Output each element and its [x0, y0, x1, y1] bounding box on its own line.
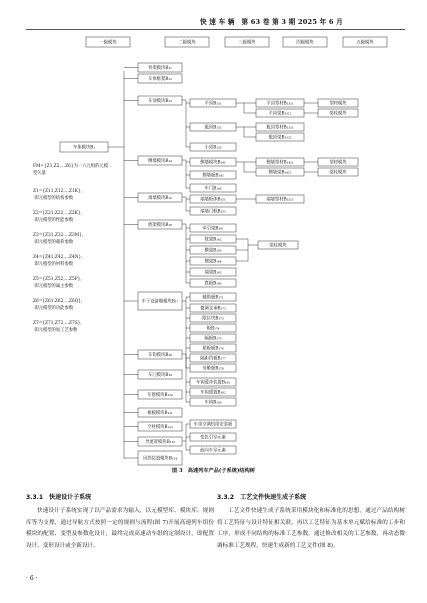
- module-l2-11-label: 裙板模块B₁₁₁: [147, 411, 173, 416]
- level-header-2-label: 二级模块: [178, 40, 196, 46]
- module-l4-6: [256, 168, 304, 176]
- level-header-3-label: 三级模块: [238, 40, 256, 46]
- level-header-2: [165, 37, 209, 47]
- module-l5-3-label: 型材模块: [329, 160, 347, 166]
- module-l4-7-label: 端墙型材B₁₅₁₁: [266, 197, 294, 203]
- module-l4-3-label: 瓶顶型材B₁₃₂₁: [266, 125, 294, 131]
- root-module-box: [60, 142, 108, 152]
- page-number: · 6 ·: [26, 575, 38, 582]
- module-l5-2: [318, 109, 358, 117]
- module-l4-5-label: 侧墙型材B₁₄₁₁: [266, 160, 294, 166]
- module-l2-2-label: 车体框架B₁₂: [148, 77, 172, 82]
- module-l5-3: [318, 158, 358, 166]
- module-l3-9: [190, 224, 236, 232]
- module-l3-2-label: 瓶顶B₁₃₂: [204, 125, 222, 131]
- module-l3-21: [190, 354, 236, 362]
- level-header-5-label: 五级模块: [356, 40, 374, 46]
- section-body-3-3-2: 工艺文件快速生成子系统采用模块化和标准化的思想，通过产品结构树将工艺特征与设计特征相关联，再以工艺特征为基本单元赋给标准的工步和工序，形成不同结构的标准工艺参数。通过修改相关的工艺参数，再动态微调标准工艺规程，快速生成新的工艺文件(图 8)。: [217, 508, 405, 549]
- module-l3-17-label: 限位块B₁₇₃: [202, 316, 224, 322]
- module-l2-5: [138, 193, 182, 202]
- module-l5-1-label: 型材模块: [329, 101, 347, 107]
- module-l4-2-label: 平顶梁B₁₃₁₂: [268, 111, 292, 117]
- figure-caption: 图 3 高速列车产品(子系统)结构树: [172, 468, 255, 474]
- module-l3-3-label: 小顶B₁₃₃: [204, 145, 222, 151]
- section-heading-3-3-1: 3.3.1 快速设计子系统: [26, 494, 92, 501]
- module-l3-20: [190, 344, 236, 352]
- module-l3-7: [190, 195, 236, 203]
- tree-connector: [236, 162, 256, 172]
- module-l3-23-label: 车钩缓冲装置B₁₈₁: [195, 380, 231, 386]
- module-l3-11: [190, 246, 236, 254]
- module-l3-5: [190, 171, 236, 179]
- metamodel-param-3: Z3={Z31,Z32,…Z3M}, 即元模型的载荷参数: [33, 233, 84, 245]
- module-l3-26: [190, 420, 236, 428]
- running-header: 快 速 车 辆 第 63 卷 第 3 期 2025 年 6 月: [200, 18, 343, 26]
- module-l5-4-label: 梁柱模块: [329, 170, 347, 176]
- module-l2-9: [138, 370, 182, 379]
- module-l2-4: [138, 156, 182, 165]
- module-l3-18-label: 板B₁₇₄: [206, 326, 220, 332]
- module-l5-2-label: 梁柱模块: [329, 111, 347, 117]
- module-l3-10: [190, 235, 236, 243]
- tree-connector: [236, 127, 256, 137]
- module-l3-23: [190, 378, 236, 386]
- metamodel-param-6: Z6={Z61,Z62,…Z6Q}, 即元模型的功能参数: [33, 299, 83, 311]
- module-l3-28-label: 前向车导元素: [200, 448, 226, 454]
- module-l3-18: [190, 324, 236, 332]
- section-heading-3-3-2: 3.3.2 工艺文件快速生成子系统: [217, 494, 307, 501]
- module-l3-3: [190, 143, 236, 151]
- module-l4-1-label: 平顶型材B₁₃₁₁: [266, 101, 294, 107]
- tree-connector: [236, 103, 256, 113]
- metamodel-param-1: Z1={Z11,Z12,…Z1K}, 即元模型的结构参数: [33, 189, 83, 201]
- module-l3-16-label: 微调支承B₁₇₂: [200, 306, 226, 312]
- module-l3-7-label: 端墙板体B₁₅₁: [200, 197, 226, 203]
- module-l3-25-label: 车钩B₁₈₃: [204, 400, 222, 406]
- module-l2-8-label: 车钩模块B₁₈: [148, 353, 172, 358]
- module-l2-10: [138, 390, 182, 399]
- module-l2-1: [138, 63, 182, 72]
- module-l3-8: [190, 207, 236, 215]
- module-l3-25: [190, 398, 236, 406]
- module-l3-4: [190, 158, 236, 166]
- module-l2-7: [138, 292, 182, 310]
- module-l4-2: [256, 109, 304, 117]
- module-l3-12: [190, 257, 236, 265]
- module-l3-20-label: 裙板板B₁₇₆: [202, 346, 224, 352]
- module-l3-16: [190, 304, 236, 312]
- module-l3-22: [190, 364, 236, 372]
- module-l3-21-label: 隔距挡板B₁₇₇: [200, 356, 226, 362]
- module-l2-13-label: 导流罩模块B₁₁₃: [145, 440, 175, 445]
- module-l3-22-label: 母舱板B₁₇₈: [202, 366, 224, 372]
- module-l3-15: [190, 293, 236, 301]
- module-l4-5: [256, 158, 304, 166]
- module-l3-17: [190, 314, 236, 322]
- module-l3-6: [190, 184, 236, 192]
- level-header-5: [343, 37, 387, 47]
- module-l5-5-label: 梁柱模块: [269, 243, 287, 249]
- module-l2-6-label: 底架模块B₁₆: [148, 223, 172, 228]
- module-l3-11-label: 横梁B₁₆₃: [204, 248, 222, 254]
- module-l3-10-label: 枕梁B₁₆₂: [204, 237, 222, 243]
- metamodel-param-2: Z2={Z21,Z22,…Z2K}, 即元模型的性能参数: [33, 211, 83, 223]
- metamodel-param-7: Z7={Z71,Z72,…Z7S}, 即元模型的加工艺参数: [33, 321, 82, 333]
- module-l3-13: [190, 268, 236, 276]
- level-header-1-label: 一级模块: [99, 40, 117, 46]
- module-l2-8: [138, 350, 182, 359]
- metamodel-param-5: Z5={Z51,Z52,…Z5P}, 即元模型的属主参数: [33, 277, 82, 289]
- module-l2-6: [138, 220, 182, 229]
- module-l3-8-label: 端墙门框B₁₅₂: [200, 209, 226, 215]
- module-l4-3: [256, 123, 304, 131]
- module-l5-5: [258, 241, 298, 249]
- module-l2-11: [138, 408, 182, 417]
- module-l3-1: [190, 99, 236, 107]
- module-l2-7-label: 车下设备舱模块B₁₇: [141, 299, 179, 305]
- module-l4-6-label: 侧墙梁B₁₄₁₂: [268, 170, 292, 176]
- module-l2-1-label: 骨架模块B₁₁: [148, 66, 172, 71]
- module-l3-19-label: 隔板B₁₇₅: [204, 336, 222, 342]
- module-l4-1: [256, 99, 304, 107]
- module-l2-2: [138, 74, 182, 83]
- module-l5-4: [318, 168, 358, 176]
- module-l3-24-label: 车钩缓置B₁₈₂: [200, 390, 226, 396]
- section-body-3-3-1: 快速设计子系统实现了以产品需求为输入，以元模型库、模块库、规则库等为支撑，通过导航方式按照一定的规则与流程(图 7)开展高速列车组份模块的配置、变型及参数化设计，最终完成高速动车组的定制设计，即配置设计、变形设计或全新设计。: [26, 508, 214, 549]
- module-l3-9-label: 牵引梁B₁₆₁: [202, 226, 224, 232]
- module-l2-10-label: 车窗模块B₁₁₀: [147, 393, 173, 398]
- module-l3-28: [190, 446, 236, 454]
- metamodel-description: FM={Z1,Z2,…Z6}为一六元组的元模型矢量: [33, 164, 109, 176]
- level-header-3: [225, 37, 269, 47]
- module-l2-5-label: 端墙模块B₁₅: [148, 196, 172, 201]
- root-module-box-label: 车体模块B₁: [72, 145, 96, 151]
- module-l4-7: [256, 195, 304, 203]
- level-header-4-label: 四级模块: [296, 40, 314, 46]
- module-l2-3-label: 车顶模块B₁₃: [148, 99, 172, 104]
- module-l4-4: [256, 133, 304, 141]
- module-l3-26-label: 车顶空调机组安装板: [193, 422, 233, 428]
- level-header-4: [283, 37, 327, 47]
- module-l3-1-label: 平顶B₁₃₁: [204, 101, 222, 107]
- module-l2-12-label: 空材模块B₁₁₂: [147, 425, 173, 430]
- right-column: [217, 492, 405, 552]
- module-l3-2: [190, 123, 236, 131]
- module-l2-14-label: 风挡装置模块B₁₁₄: [142, 456, 178, 462]
- module-l4-4-label: 瓶顶梁B₁₃₂₂: [268, 135, 292, 141]
- module-l2-3: [138, 96, 182, 105]
- module-l2-4-label: 侧墙模块B₁₄: [148, 159, 172, 164]
- module-l3-14: [190, 279, 236, 287]
- module-l2-9-label: 车门模块B₁₉: [148, 373, 172, 378]
- module-l3-12-label: 侧梁B₁₆₄: [204, 259, 222, 265]
- module-l3-5-label: 侧墙板B₁₄₂: [202, 173, 224, 179]
- left-column: [26, 492, 214, 552]
- metamodel-param-4: Z4={Z41,Z42,…Z4N}, 即元模型的材料参数: [33, 255, 83, 267]
- level-header-1: [86, 37, 130, 47]
- module-l3-15-label: 辅助板B₁₇₁: [202, 295, 224, 301]
- module-l3-27-label: 变色引导元素: [200, 435, 226, 441]
- module-l3-27: [190, 433, 236, 441]
- module-l3-14-label: 底板B₁₆₆: [204, 281, 222, 287]
- module-l3-19: [190, 334, 236, 342]
- module-l3-6-label: 车门B₁₄₃: [204, 186, 222, 192]
- module-l3-4-label: 侧墙模块B₁₄₁: [200, 160, 226, 166]
- module-l5-1: [318, 99, 358, 107]
- module-l2-12: [138, 422, 182, 431]
- module-l2-13: [138, 437, 182, 446]
- module-l3-24: [190, 388, 236, 396]
- module-l2-14: [138, 451, 182, 465]
- module-l3-13-label: 端梁B₁₆₅: [204, 270, 222, 276]
